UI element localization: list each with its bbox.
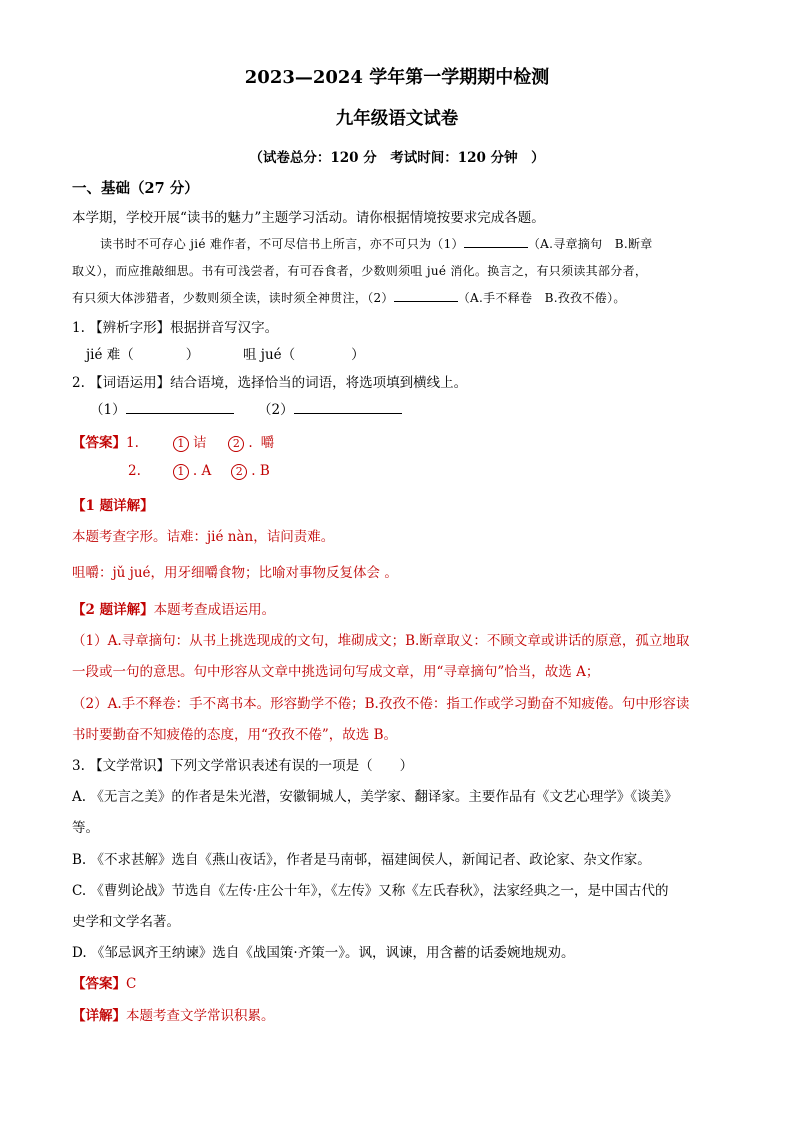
passage-line-2: 取义），而应推敲细思。书有可浅尝者，有可吞食者，少数则须咀 jué 消化。换言之，有只须读其部分者， [72,264,648,278]
passage-blank-2 [394,289,458,302]
detail-1-line-1: 本题考查字形。诘难：jié nàn，诘问责难。 [72,529,335,545]
question-1-item-a: jié 难（ ） [86,347,200,363]
detail-2-line-4: 书时要勤奋不知疲倦的态度，用“孜孜不倦”，故选 B。 [72,727,398,743]
detail-1-line-2: 咀嚼：jǔ jué，用牙细嚼食物；比喻对事物反复体会 。 [72,565,398,581]
question-3-option-a: A. 《无言之美》的作者是朱光潜，安徽铜城人，美学家、翻译家。主要作品有《文艺心理学》《谈美》 [72,789,678,805]
question-2-stem: 2. 【词语运用】结合语境，选择恰当的词语，将选项填到横线上。 [72,375,468,391]
detail-2-header: 【2 题详解】本题考查成语运用。 [72,602,276,618]
detail-2-line-2: 一段或一句的意思。句中形容从文章中挑选词句写成文章，用“寻章摘句”恰当，故选 A； [72,664,600,680]
answer-blank-line [294,401,402,414]
passage-line-3: 有只须大体涉猎者，少数则须全读，读时须全神贯注，（2） （A.手不释卷 B.孜孜不倦）。 [72,291,626,305]
circled-number-icon: 2 [228,436,244,452]
section-heading: 一、基础（27 分） [72,180,199,197]
question-3-option-d: D. 《邹忌讽齐王纳谏》选自《战国策·齐策一》。讽，讽谏，用含蓄的话委婉地规劝。 [72,945,575,961]
question-3-option-a-cont: 等。 [72,820,99,836]
exam-info: （试卷总分：120 分 考试时间：120 分钟 ） [249,150,545,166]
question-3-option-b: B. 《不求甚解》选自《燕山夜话》，作者是马南邨，福建闽侯人，新闻记者、政论家、杂文作家。 [72,852,651,868]
detail-2-line-3: （2）A.手不释卷：手不离书本。形容勤学不倦；B.孜孜不倦：指工作或学习勤奋不知疲倦。句中形容读 [72,696,690,712]
answer-row-1: 【答案】1. 1 诘 2 . 嚼 [72,435,275,451]
detail-3: 【详解】本题考查文学常识积累。 [72,1008,275,1024]
answer-row-2: 2. 1 . A 2 . B [128,463,270,479]
detail-2-line-1: （1）A.寻章摘句：从书上挑选现成的文句，堆砌成文；B.断章取义：不顾文章或讲话的原意，孤立地取 [72,633,690,649]
question-2-blank-2: （2） [258,398,402,418]
detail-1-label: 【1 题详解】 [72,498,154,514]
question-3-stem: 3. 【文学常识】下列文学常识表述有误的一项是（ ） [72,758,414,774]
question-3-option-c-cont: 史学和文学名著。 [72,914,180,930]
answer-blank-line [126,401,234,414]
passage-line-1: 读书时不可存心 jié 难作者，不可尽信书上所言，亦不可只为（1） （A.寻章摘句 B.断章 [100,237,653,251]
answer-3: 【答案】C [72,976,137,992]
section-intro: 本学期，学校开展“读书的魅力”主题学习活动。请你根据情境按要求完成各题。 [72,210,545,226]
exam-subtitle: 九年级语文试卷 [335,109,459,129]
question-3-option-c: C. 《曹刿论战》节选自《左传·庄公十年》，《左传》又称《左氏春秋》，法家经典之一，是中国古代的 [72,883,669,899]
exam-title: 2023—2024 学年第一学期期中检测 [244,67,550,88]
circled-number-icon: 1 [173,436,189,452]
circled-number-icon: 1 [173,464,189,480]
question-1-item-b: 咀 jué（ ） [243,347,365,363]
question-1-stem: 1. 【辨析字形】根据拼音写汉字。 [72,320,279,336]
question-2-blank-1: （1） [90,398,234,418]
circled-number-icon: 2 [231,464,247,480]
passage-blank-1 [464,235,528,248]
